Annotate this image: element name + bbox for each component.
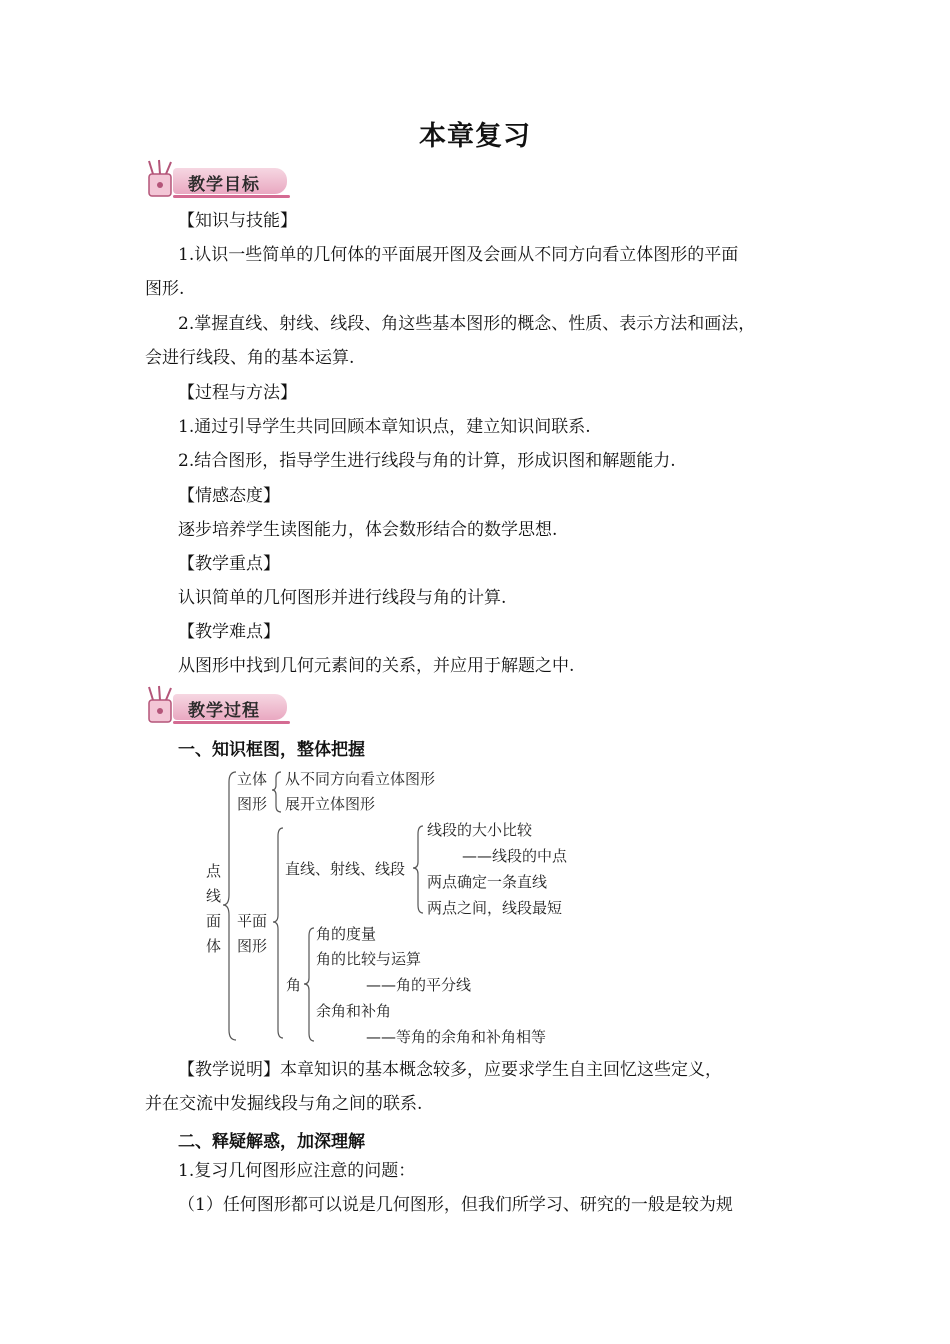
angle-item-1: 角的度量: [316, 925, 377, 943]
difficulty-text: 从图形中找到几何元素间的关系，并应用于解题之中.: [178, 656, 575, 676]
lines-item-4: 两点之间，线段最短: [427, 899, 563, 917]
lines-item-2: ——线段的中点: [462, 847, 568, 865]
plane-label-2: 图形: [237, 937, 268, 955]
process-item-2: 2.结合图形，指导学生进行线段与角的计算，形成识图和解题能力.: [178, 451, 676, 471]
knowledge-item-2-cont: 会进行线段、角的基本运算.: [145, 348, 355, 368]
process-method-header: 【过程与方法】: [178, 383, 297, 403]
key-point-header: 【教学重点】: [178, 554, 280, 574]
angle-item-4: 余角和补角: [316, 1002, 392, 1020]
angle-label: 角: [286, 976, 302, 994]
knowledge-header: 【知识与技能】: [178, 211, 297, 231]
angle-item-3: ——角的平分线: [366, 976, 472, 994]
knowledge-item-1-cont: 图形.: [145, 279, 185, 299]
key-point-text: 认识简单的几何图形并进行线段与角的计算.: [178, 588, 507, 608]
lines-item-3: 两点确定一条直线: [427, 873, 548, 891]
solid-item-1: 从不同方向看立体图形: [285, 770, 436, 788]
angle-item-5: ——等角的余角和补角相等: [366, 1028, 547, 1046]
tree-root-2: 线: [206, 887, 222, 905]
teaching-note-line-1: 【教学说明】本章知识的基本概念较多，应要求学生自主回忆这些定义，: [178, 1060, 722, 1080]
difficulty-header: 【教学难点】: [178, 622, 280, 642]
process-item-1: 1.通过引导学生共同回顾本章知识点，建立知识间联系.: [178, 417, 591, 437]
solid-label-2: 图形: [237, 795, 268, 813]
emotion-text: 逐步培养学生读图能力，体会数形结合的数学思想.: [178, 520, 558, 540]
solid-label-1: 立体: [237, 770, 268, 788]
objectives-banner-label: 教学目标: [188, 175, 260, 195]
tree-root-1: 点: [206, 862, 222, 880]
plane-label-1: 平面: [237, 912, 268, 930]
part2-heading: 二、释疑解惑，加深理解: [178, 1132, 365, 1152]
teaching-note-line-2: 并在交流中发掘线段与角之间的联系.: [145, 1094, 423, 1114]
emotion-header: 【情感态度】: [178, 486, 280, 506]
question-1: 1.复习几何图形应注意的问题：: [178, 1161, 416, 1181]
tree-root-4: 体: [206, 937, 222, 955]
part1-heading: 一、知识框图，整体把握: [178, 740, 365, 760]
tree-root-3: 面: [206, 912, 222, 930]
solid-item-2: 展开立体图形: [285, 795, 376, 813]
angle-item-2: 角的比较与运算: [316, 950, 422, 968]
knowledge-item-1: 1.认识一些简单的几何体的平面展开图及会画从不同方向看立体图形的平面: [178, 245, 739, 265]
process-banner-label: 教学过程: [188, 701, 260, 721]
lines-item-1: 线段的大小比较: [427, 821, 533, 839]
lines-label: 直线、射线、线段: [285, 860, 406, 878]
knowledge-item-2: 2.掌握直线、射线、线段、角这些基本图形的概念、性质、表示方法和画法，: [178, 314, 756, 334]
question-1-item-1: （1）任何图形都可以说是几何图形，但我们所学习、研究的一般是较为规: [178, 1195, 733, 1215]
page-title: 本章复习: [419, 121, 531, 152]
